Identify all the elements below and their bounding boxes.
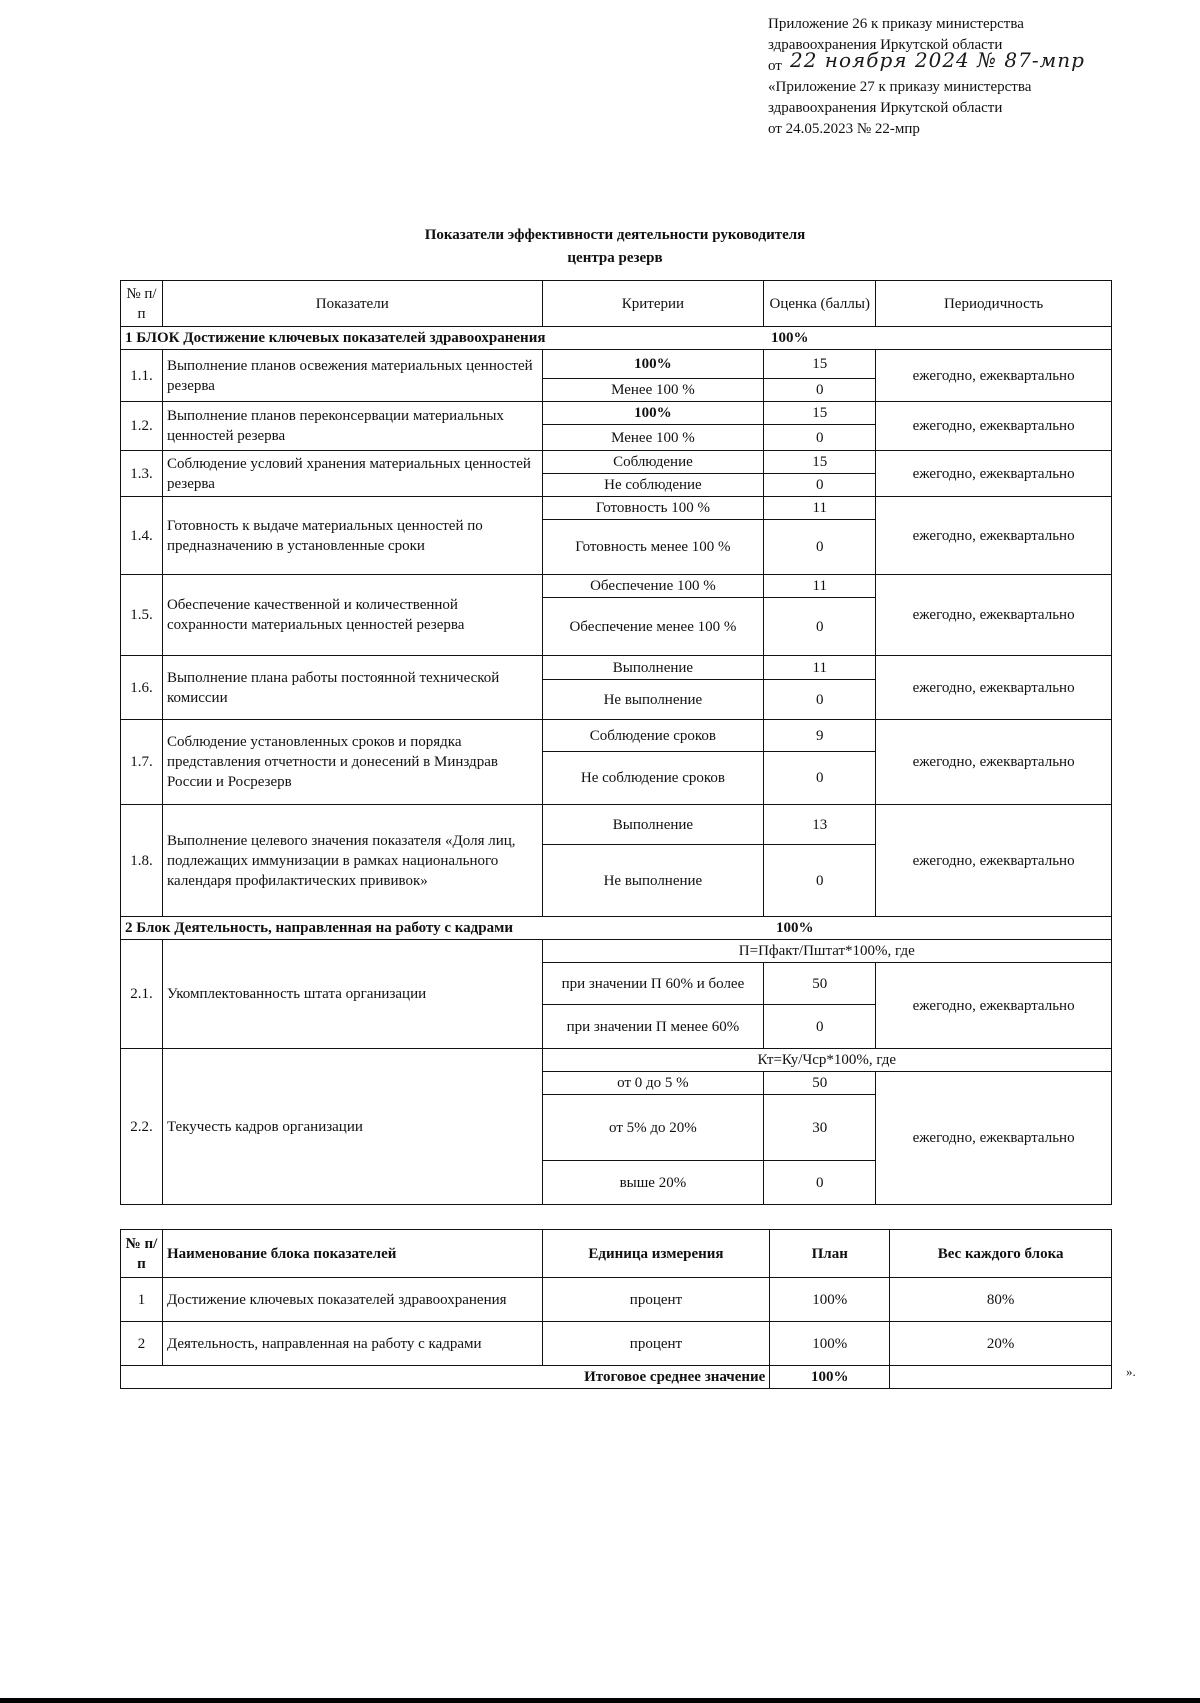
- table-row: [121, 497, 1112, 520]
- table-row: [121, 720, 1112, 752]
- block-1-title: 1 БЛОК Достижение ключевых показателей здравоохранения: [125, 330, 546, 346]
- criterion: 100%: [542, 350, 764, 379]
- summary-header-row: [121, 1230, 1112, 1278]
- criterion: от 0 до 5 %: [542, 1072, 764, 1095]
- criterion: Готовность 100 %: [542, 497, 764, 520]
- header-line-4: «Приложение 27 к приказу министерства: [768, 79, 1032, 95]
- score: 0: [764, 379, 876, 402]
- closing-quote: ».: [1126, 1364, 1136, 1379]
- score: 11: [764, 575, 876, 598]
- criterion: Не выполнение: [542, 680, 764, 720]
- title-line-1: Показатели эффективности деятельности руководителя: [424, 227, 806, 243]
- block-1-label: [121, 327, 1112, 350]
- block-2-percent: 100%: [776, 920, 814, 936]
- periodicity: ежегодно, ежеквартально: [876, 720, 1112, 805]
- header-num: № п/п: [121, 281, 163, 327]
- criterion: Не соблюдение сроков: [542, 752, 764, 805]
- criterion: 100%: [542, 402, 764, 425]
- header-line-2: здравоохранения Иркутской области: [768, 37, 1003, 53]
- row-indicator: Текучесть кадров организации: [162, 1049, 542, 1205]
- block-2-label: [121, 917, 1112, 940]
- score: 0: [764, 598, 876, 656]
- periodicity: ежегодно, ежеквартально: [876, 1072, 1112, 1205]
- table-row: [121, 451, 1112, 474]
- periodicity: ежегодно, ежеквартально: [876, 402, 1112, 451]
- criterion: Выполнение: [542, 656, 764, 680]
- block-2-title: 2 Блок Деятельность, направленная на работу с кадрами: [125, 920, 513, 936]
- header-criteria: Критерии: [542, 281, 764, 327]
- table-header-row: [121, 281, 1112, 327]
- score: 13: [764, 805, 876, 845]
- score: 50: [764, 963, 876, 1005]
- row-num: 1.4.: [121, 497, 163, 575]
- table-row: [121, 350, 1112, 379]
- row-num: 1.2.: [121, 402, 163, 451]
- table-row: [121, 1278, 1112, 1322]
- score: 15: [764, 451, 876, 474]
- summary-weight: 20%: [890, 1322, 1112, 1366]
- summary-header-weight: Вес каждого блока: [890, 1230, 1112, 1278]
- header-line-1: Приложение 26 к приказу министерства: [768, 16, 1024, 32]
- table-row: [121, 575, 1112, 598]
- periodicity: ежегодно, ежеквартально: [876, 963, 1112, 1049]
- summary-unit: процент: [542, 1278, 770, 1322]
- header-indicators: Показатели: [162, 281, 542, 327]
- row-num: 2.1.: [121, 940, 163, 1049]
- criterion: Менее 100 %: [542, 379, 764, 402]
- table-row: [121, 940, 1112, 963]
- row-num: 1.7.: [121, 720, 163, 805]
- table-row: [121, 402, 1112, 425]
- block-1-percent: 100%: [771, 330, 809, 346]
- summary-table: [120, 1229, 1112, 1389]
- periodicity: ежегодно, ежеквартально: [876, 805, 1112, 917]
- block-1-row: [121, 327, 1112, 350]
- criterion: выше 20%: [542, 1161, 764, 1205]
- periodicity: ежегодно, ежеквартально: [876, 350, 1112, 402]
- periodicity: ежегодно, ежеквартально: [876, 575, 1112, 656]
- criterion: Выполнение: [542, 805, 764, 845]
- summary-plan: 100%: [770, 1322, 890, 1366]
- summary-num: 1: [121, 1278, 163, 1322]
- row-indicator: Выполнение плана работы постоянной технической комиссии: [162, 656, 542, 720]
- summary-header-plan: План: [770, 1230, 890, 1278]
- row-num: 2.2.: [121, 1049, 163, 1205]
- row-indicator: Выполнение планов освежения материальных ценностей резерва: [162, 350, 542, 402]
- row-num: 1.6.: [121, 656, 163, 720]
- score: 9: [764, 720, 876, 752]
- score: 11: [764, 656, 876, 680]
- row-num: 1.5.: [121, 575, 163, 656]
- score: 0: [764, 752, 876, 805]
- row-num: 1.1.: [121, 350, 163, 402]
- summary-plan: 100%: [770, 1278, 890, 1322]
- indicators-table: [120, 280, 1112, 1205]
- summary-header-name: Наименование блока показателей: [162, 1230, 542, 1278]
- title-line-2: центра резерв: [567, 250, 663, 266]
- summary-header-unit: Единица измерения: [542, 1230, 770, 1278]
- criterion: Обеспечение менее 100 %: [542, 598, 764, 656]
- score: 0: [764, 425, 876, 451]
- criterion: Менее 100 %: [542, 425, 764, 451]
- periodicity: ежегодно, ежеквартально: [876, 656, 1112, 720]
- table-row: [121, 1049, 1112, 1072]
- summary-num: 2: [121, 1322, 163, 1366]
- summary-weight: 80%: [890, 1278, 1112, 1322]
- formula: П=Пфакт/Пштат*100%, где: [542, 940, 1111, 963]
- score: 0: [764, 845, 876, 917]
- periodicity: ежегодно, ежеквартально: [876, 497, 1112, 575]
- criterion: Обеспечение 100 %: [542, 575, 764, 598]
- block-2-row: [121, 917, 1112, 940]
- periodicity: ежегодно, ежеквартально: [876, 451, 1112, 497]
- score: 15: [764, 402, 876, 425]
- summary-total-plan: 100%: [770, 1366, 890, 1389]
- score: 30: [764, 1095, 876, 1161]
- table-row: [121, 805, 1112, 845]
- row-indicator: Укомплектованность штата организации: [162, 940, 542, 1049]
- summary-name: Достижение ключевых показателей здравоохранения: [162, 1278, 542, 1322]
- row-indicator: Соблюдение условий хранения материальных ценностей резерва: [162, 451, 542, 497]
- row-num: 1.3.: [121, 451, 163, 497]
- summary-header-num: № п/п: [121, 1230, 163, 1278]
- score: 0: [764, 474, 876, 497]
- criterion: при значении П менее 60%: [542, 1005, 764, 1049]
- row-num: 1.8.: [121, 805, 163, 917]
- criterion: Соблюдение сроков: [542, 720, 764, 752]
- table-row: [121, 656, 1112, 680]
- header-date-prefix: от: [768, 58, 782, 74]
- criterion: Не выполнение: [542, 845, 764, 917]
- document-title: [120, 224, 1110, 270]
- score: 11: [764, 497, 876, 520]
- criterion: от 5% до 20%: [542, 1095, 764, 1161]
- header-score: Оценка (баллы): [764, 281, 876, 327]
- header-periodicity: Периодичность: [876, 281, 1112, 327]
- summary-total-label: Итоговое среднее значение: [121, 1366, 770, 1389]
- formula: Кт=Ку/Чср*100%, где: [542, 1049, 1111, 1072]
- handwritten-date-number: 22 ноября 2024 № 87-мпр: [790, 48, 1085, 72]
- appendix-header: [768, 14, 1085, 140]
- score: 15: [764, 350, 876, 379]
- table-row: [121, 1322, 1112, 1366]
- row-indicator: Выполнение целевого значения показателя «Доля лиц, подлежащих иммунизации в рамках национального календаря профилактических прививок»: [162, 805, 542, 917]
- score: 0: [764, 1161, 876, 1205]
- scan-bottom-border: [0, 1698, 1200, 1703]
- row-indicator: Готовность к выдаче материальных ценностей по предназначению в установленные сроки: [162, 497, 542, 575]
- summary-unit: процент: [542, 1322, 770, 1366]
- criterion: Не соблюдение: [542, 474, 764, 497]
- score: 50: [764, 1072, 876, 1095]
- summary-total-weight: [890, 1366, 1112, 1389]
- row-indicator: Обеспечение качественной и количественной сохранности материальных ценностей резерва: [162, 575, 542, 656]
- criterion: при значении П 60% и более: [542, 963, 764, 1005]
- row-indicator: Выполнение планов переконсервации материальных ценностей резерва: [162, 402, 542, 451]
- score: 0: [764, 520, 876, 575]
- summary-name: Деятельность, направленная на работу с кадрами: [162, 1322, 542, 1366]
- header-line-6: от 24.05.2023 № 22-мпр: [768, 121, 920, 137]
- criterion: Соблюдение: [542, 451, 764, 474]
- row-indicator: Соблюдение установленных сроков и порядка представления отчетности и донесений в Минздрав России и Росрезерв: [162, 720, 542, 805]
- header-line-3: [768, 48, 1085, 77]
- header-line-5: здравоохранения Иркутской области: [768, 100, 1003, 116]
- criterion: Готовность менее 100 %: [542, 520, 764, 575]
- score: 0: [764, 1005, 876, 1049]
- summary-total-row: [121, 1366, 1112, 1389]
- score: 0: [764, 680, 876, 720]
